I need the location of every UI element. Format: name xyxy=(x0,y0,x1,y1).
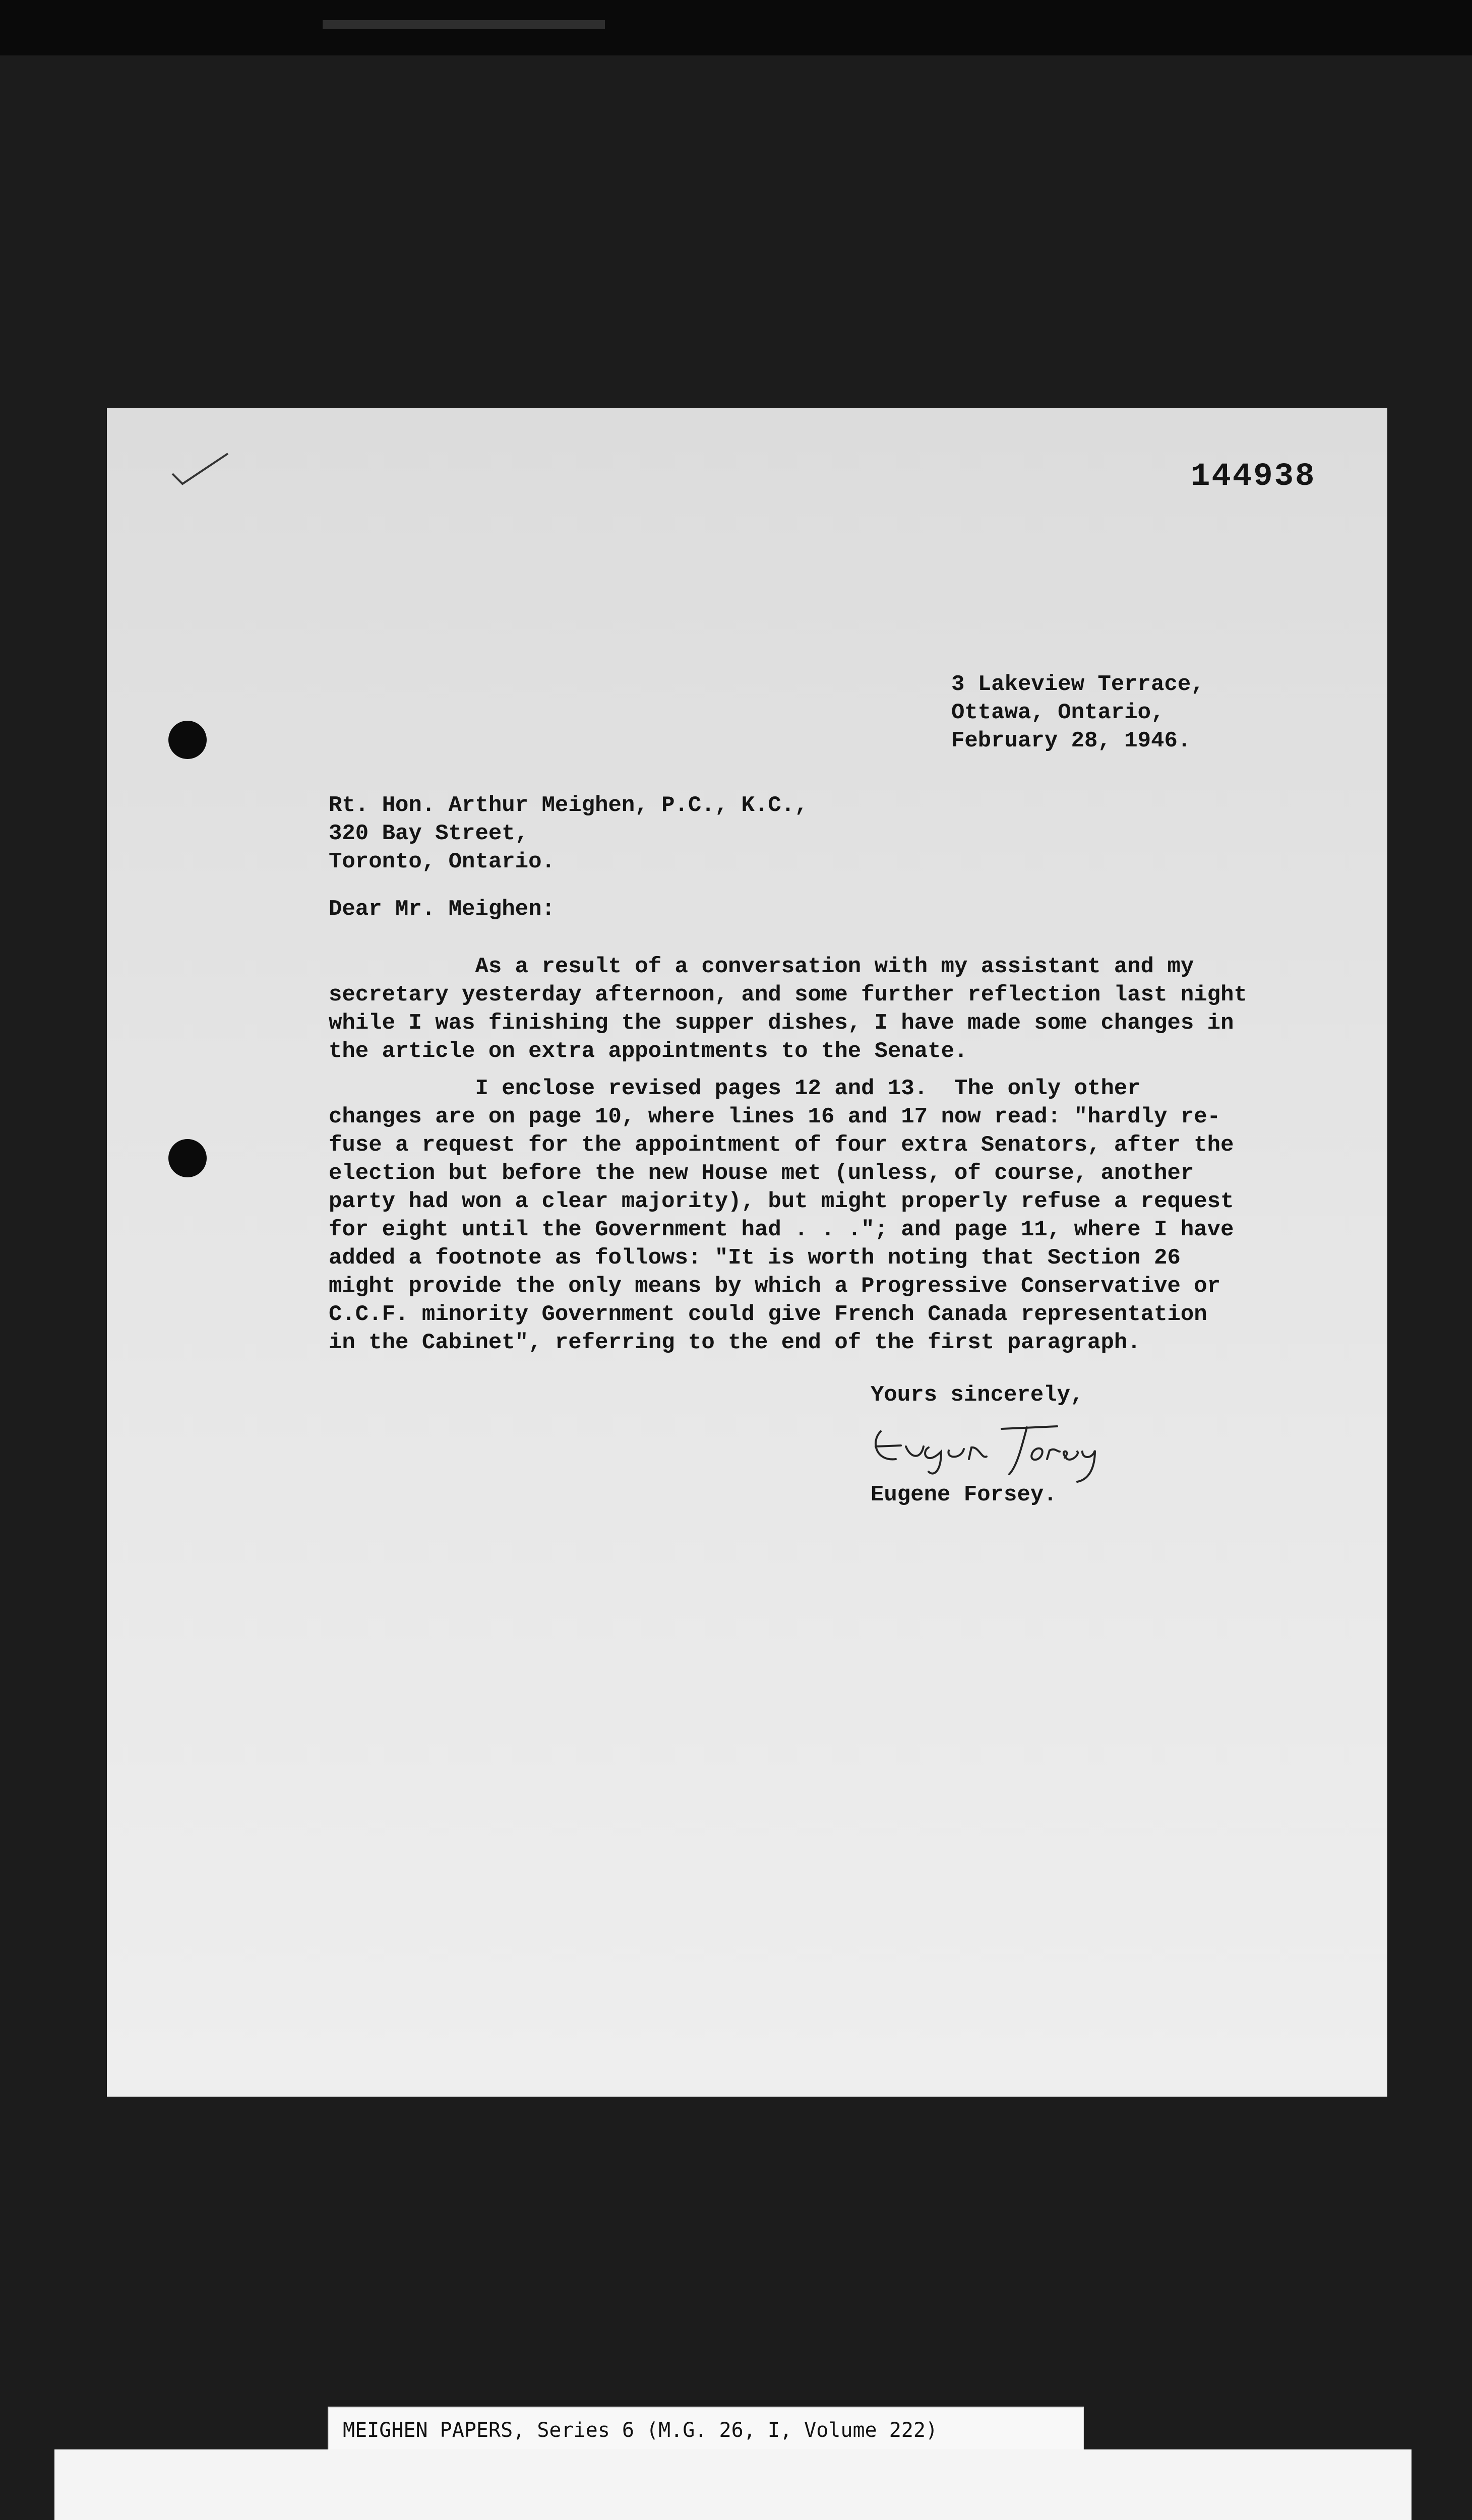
body-paragraph-1 xyxy=(329,953,1247,1065)
pencil-check-mark xyxy=(167,444,238,489)
collection-label-text: MEIGHEN PAPERS, Series 6 (M.G. 26, I, Volume 222) xyxy=(343,2419,938,2442)
text-line: changes are on page 10, where lines 16 and 17 now read: "hardly re- xyxy=(329,1104,1221,1129)
closing: Yours sincerely, xyxy=(871,1382,1084,1408)
text-line: I enclose revised pages 12 and 13. The only other xyxy=(329,1076,1141,1101)
signer-name: Eugene Forsey. xyxy=(871,1482,1057,1507)
address-line: Ottawa, Ontario, xyxy=(951,700,1164,725)
body-paragraph-2 xyxy=(329,1075,1234,1357)
top-edge-bar xyxy=(0,0,1472,55)
date-line: February 28, 1946. xyxy=(951,728,1191,753)
punch-hole xyxy=(168,1139,207,1177)
top-edge-mark xyxy=(323,20,605,29)
handwritten-signature xyxy=(866,1411,1128,1487)
text-line: might provide the only means by which a Progressive Conservative or xyxy=(329,1274,1221,1299)
text-line: secretary yesterday afternoon, and some further reflection last night xyxy=(329,982,1247,1007)
text-line: fuse a request for the appointment of four extra Senators, after the xyxy=(329,1132,1234,1158)
text-line: for eight until the Government had . . ."; and page 11, where I have xyxy=(329,1217,1234,1242)
text-line: C.C.F. minority Government could give French Canada representation xyxy=(329,1302,1207,1327)
text-line: the article on extra appointments to the Senate. xyxy=(329,1039,968,1064)
punch-hole xyxy=(168,721,207,759)
recipient-line: Toronto, Ontario. xyxy=(329,849,555,874)
text-line: election but before the new House met (unless, of course, another xyxy=(329,1161,1194,1186)
sender-address xyxy=(951,670,1204,755)
archives-card xyxy=(54,2449,1412,2520)
text-line: while I was finishing the supper dishes, I have made some changes in xyxy=(329,1011,1234,1036)
collection-label xyxy=(328,2407,1084,2452)
text-line: party had won a clear majority), but might properly refuse a request xyxy=(329,1189,1234,1214)
recipient-line: Rt. Hon. Arthur Meighen, P.C., K.C., xyxy=(329,793,808,818)
letter-page xyxy=(107,408,1387,2097)
salutation: Dear Mr. Meighen: xyxy=(329,897,555,922)
text-line: As a result of a conversation with my assistant and my xyxy=(329,954,1194,979)
address-line: 3 Lakeview Terrace, xyxy=(951,672,1204,697)
text-line: in the Cabinet", referring to the end of the first paragraph. xyxy=(329,1330,1141,1355)
text-line: added a footnote as follows: "It is worth noting that Section 26 xyxy=(329,1245,1181,1271)
document-number: 144938 xyxy=(1191,459,1316,495)
recipient-address xyxy=(329,791,808,876)
recipient-line: 320 Bay Street, xyxy=(329,821,529,846)
